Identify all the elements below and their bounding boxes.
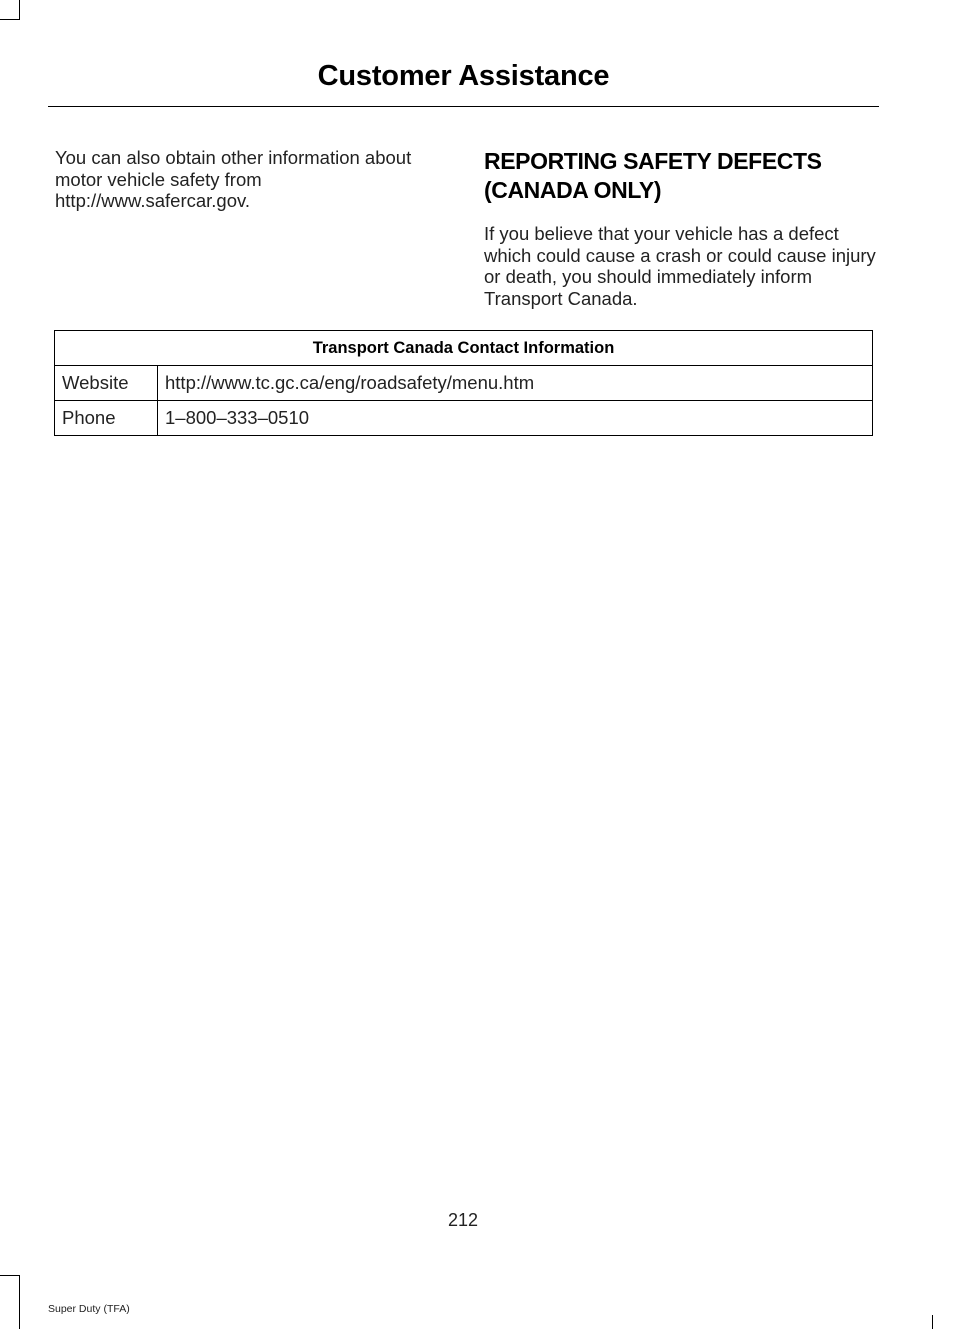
safercar-paragraph: You can also obtain other information about motor vehicle safety from http://www.safercar.gov. <box>55 147 412 211</box>
table-title: Transport Canada Contact Information <box>55 331 873 366</box>
contact-table <box>54 330 873 436</box>
website-label: Website <box>55 366 158 401</box>
title-divider <box>48 106 879 107</box>
website-value: http://www.tc.gc.ca/eng/roadsafety/menu.htm <box>158 366 873 401</box>
section-heading: REPORTING SAFETY DEFECTS (CANADA ONLY) <box>484 148 822 203</box>
document-label: Super Duty (TFA) <box>48 1303 130 1315</box>
page-title: Customer Assistance <box>317 60 610 92</box>
defect-paragraph: If you believe that your vehicle has a defect which could cause a crash or could cause injury or death, you should immediately inform Transport Canada. <box>484 223 876 309</box>
crop-mark-bottom-right-vertical <box>932 1315 933 1329</box>
phone-label: Phone <box>55 401 158 436</box>
page-number: 212 <box>447 1210 479 1230</box>
crop-mark-top-left-horizontal <box>0 19 20 20</box>
right-column <box>484 147 876 309</box>
phone-value: 1–800–333–0510 <box>158 401 873 436</box>
table-row <box>55 401 873 436</box>
crop-mark-top-left-vertical <box>19 0 20 20</box>
table-header-row <box>55 331 873 366</box>
crop-mark-bottom-left-horizontal <box>0 1275 20 1276</box>
table-row <box>55 366 873 401</box>
left-column <box>55 147 425 212</box>
crop-mark-bottom-left-vertical <box>19 1275 20 1329</box>
